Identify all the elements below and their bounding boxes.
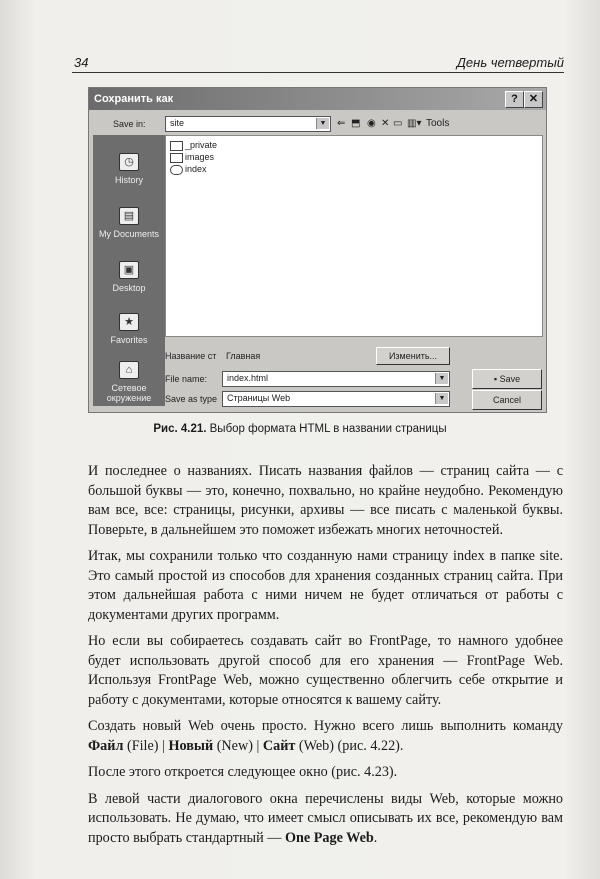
paragraph-text: . xyxy=(373,829,378,846)
save-in-label: Save in: xyxy=(113,119,146,129)
paragraph: После этого откроется следующее окно (рис. 4.23). xyxy=(88,764,398,780)
save-button-label: Save xyxy=(499,374,521,384)
back-icon[interactable]: ⇐ xyxy=(337,118,346,129)
help-button[interactable]: ? xyxy=(505,91,524,108)
list-item-label: images xyxy=(185,152,215,162)
place-desktop-label: Desktop xyxy=(112,283,146,293)
place-favorites[interactable] xyxy=(93,313,165,345)
save-type-value: Страницы Web xyxy=(227,393,291,403)
search-web-icon[interactable]: ◉ xyxy=(367,118,376,129)
new-folder-icon[interactable]: ▭ xyxy=(393,118,403,129)
save-type-label: Save as type xyxy=(165,394,218,404)
delete-icon[interactable]: ✕ xyxy=(381,118,390,129)
place-history-label: History xyxy=(114,175,143,185)
list-item-label: _private xyxy=(185,140,218,150)
paragraph: Но если вы собираетесь создавать сайт во FrontPage, то намного удобнее будет использовать другой способ для его хранения — FrontPage Web. Используя FrontPage Web, можно существенно облегчить себе открытие и работу с документами, которые относятся к вашему сайту. xyxy=(88,633,563,708)
paragraph xyxy=(88,790,563,849)
paragraph: Итак, мы сохранили только что созданную нами страницу index в папке site. Это самый простой из способов для хранения созданных страниц сайта. При этом дальнейшая работа с ними ничем не будет отличаться от работы с документами других программ. xyxy=(88,548,563,623)
folder-icon xyxy=(170,153,183,163)
up-folder-icon[interactable]: ⬒ xyxy=(351,118,361,129)
dialog-titlebar xyxy=(89,88,546,110)
place-network-label: Сетевое окружение xyxy=(106,383,152,403)
list-item[interactable] xyxy=(170,152,214,163)
change-title-button[interactable]: Изменить... xyxy=(376,347,450,365)
place-history[interactable] xyxy=(93,153,165,185)
network-icon: ⌂ xyxy=(119,361,139,379)
paragraph-text: (File) | xyxy=(126,737,165,754)
menu-file: Файл xyxy=(88,737,124,754)
list-item-label: index xyxy=(185,164,207,174)
tools-menu[interactable]: Tools xyxy=(426,118,450,129)
running-header xyxy=(72,52,564,73)
folder-icon xyxy=(170,141,183,151)
paragraph-text: (New) | xyxy=(216,737,260,754)
menu-web: Сайт xyxy=(262,737,296,754)
dialog-title: Сохранить как xyxy=(94,93,174,105)
views-icon[interactable]: ▥▾ xyxy=(407,118,422,129)
page-title-value: Главная xyxy=(226,351,261,361)
save-in-dropdown[interactable] xyxy=(165,116,331,132)
desktop-icon: ▣ xyxy=(119,261,139,279)
chapter-title: День четвертый xyxy=(456,55,564,70)
favorites-icon: ★ xyxy=(119,313,139,331)
history-icon: ◷ xyxy=(119,153,139,171)
place-my-documents-label: My Documents xyxy=(98,229,160,239)
paragraph-text: (Web) (рис. 4.22). xyxy=(298,737,404,754)
floppy-disk-icon: ▪ xyxy=(493,374,500,384)
paragraph: И последнее о названиях. Писать названия файлов — страниц сайта — с большой буквы — это, конечно, похвально, но крайне неудобно. Рекомендую вам все, все: страницы, рисунки, архивы — все писать с маленькой буквы. Поверьте, в дальнейшем это поможет избежать многих неточностей. xyxy=(88,463,563,538)
one-page-web-term: One Page Web xyxy=(284,829,374,846)
place-desktop[interactable] xyxy=(93,261,165,293)
list-item[interactable] xyxy=(170,140,217,151)
place-my-documents[interactable] xyxy=(93,207,165,239)
menu-new: Новый xyxy=(168,737,214,754)
page-title-label: Название ст xyxy=(165,351,217,361)
chevron-down-icon[interactable]: ▼ xyxy=(435,393,448,404)
chevron-down-icon[interactable]: ▼ xyxy=(435,373,448,384)
paragraph xyxy=(88,717,563,756)
body-text xyxy=(88,462,563,855)
save-type-dropdown[interactable] xyxy=(222,391,450,407)
place-favorites-label: Favorites xyxy=(110,335,148,345)
save-button[interactable] xyxy=(472,369,542,389)
save-in-value: site xyxy=(170,118,185,128)
file-name-input[interactable] xyxy=(222,371,450,387)
list-item[interactable] xyxy=(170,164,207,175)
figure-label: Рис. 4.21. xyxy=(153,423,207,435)
close-button[interactable]: ✕ xyxy=(524,91,543,108)
save-as-dialog xyxy=(88,87,547,413)
documents-icon: ▤ xyxy=(119,207,139,225)
file-list xyxy=(165,135,543,337)
figure-caption xyxy=(0,423,600,435)
cancel-button[interactable]: Cancel xyxy=(472,390,542,410)
paragraph-text: Создать новый Web очень просто. Нужно всего лишь выполнить команду xyxy=(88,718,563,734)
file-name-value: index.html xyxy=(227,373,269,383)
place-network[interactable] xyxy=(93,361,165,403)
figure-caption-text: Выбор формата HTML в названии страницы xyxy=(209,423,447,435)
html-file-icon xyxy=(170,165,183,175)
file-name-label: File name: xyxy=(165,374,208,384)
page-number: 34 xyxy=(74,55,89,70)
paragraph-text: В левой части диалогового окна перечислены виды Web, которые можно использовать. Не думаю, что имеет смысл описывать их все, рекомендую вам просто выбрать стандартный — xyxy=(88,790,563,846)
chevron-down-icon[interactable]: ▼ xyxy=(316,118,329,129)
places-bar xyxy=(93,135,165,406)
